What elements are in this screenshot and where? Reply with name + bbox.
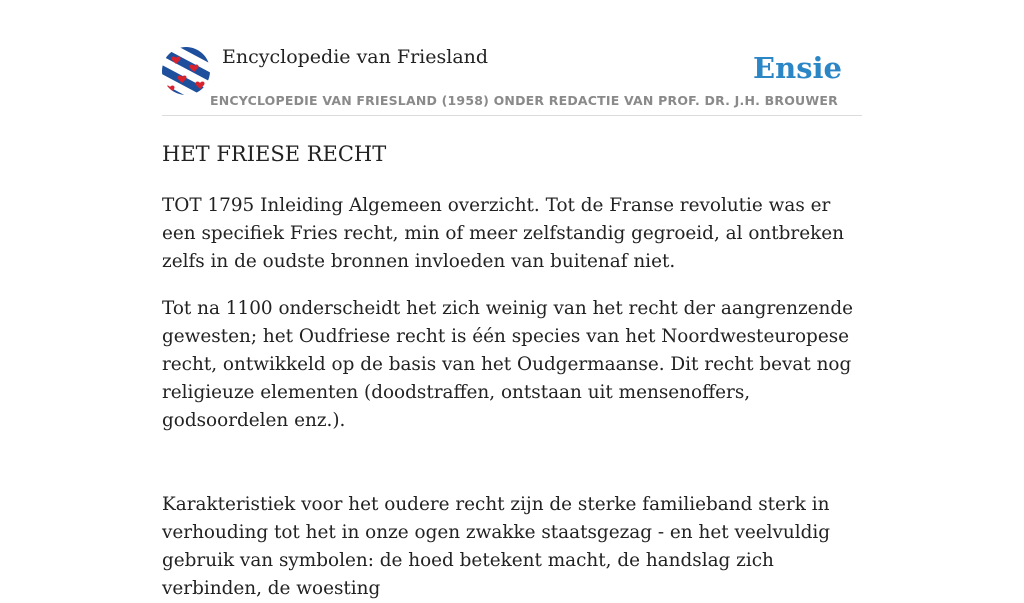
article-title: HET FRIESE RECHT xyxy=(162,142,387,166)
brand-logo[interactable]: Ensie xyxy=(753,51,842,85)
header-divider xyxy=(162,115,862,116)
site-header xyxy=(162,46,862,116)
frisian-flag-icon[interactable] xyxy=(162,47,210,95)
article-paragraph: Tot na 1100 onderscheidt het zich weinig van het recht der aangrenzende gewesten; het Oudfriese recht is één species van het Noordwesteuropese recht, ontwikkeld op de basis van het Oudgermaanse. Dit recht bevat nog religieuze elementen (doodstraffen, ontstaan uit mensenoffers, godsoordelen enz.). xyxy=(162,298,854,431)
article-paragraph: Karakteristiek voor het oudere recht zijn de sterke familieband sterk in verhouding tot het in onze ogen zwakke staatsgezag - en het veelvuldig gebruik van symbolen: de hoed betekent macht, de handslag zich verbinden, de woesting xyxy=(162,494,831,599)
article xyxy=(162,138,862,603)
site-subtitle: ENCYCLOPEDIE VAN FRIESLAND (1958) ONDER REDACTIE VAN PROF. DR. J.H. BROUWER xyxy=(210,93,838,108)
article-paragraph: TOT 1795 Inleiding Algemeen overzicht. Tot de Franse revolutie was er een specifiek Fries recht, min of meer zelfstandig gegroeid, al ontbreken zelfs in de oudste bronnen invloeden van buitenaf niet. xyxy=(162,195,844,272)
site-title[interactable]: Encyclopedie van Friesland xyxy=(222,46,489,68)
